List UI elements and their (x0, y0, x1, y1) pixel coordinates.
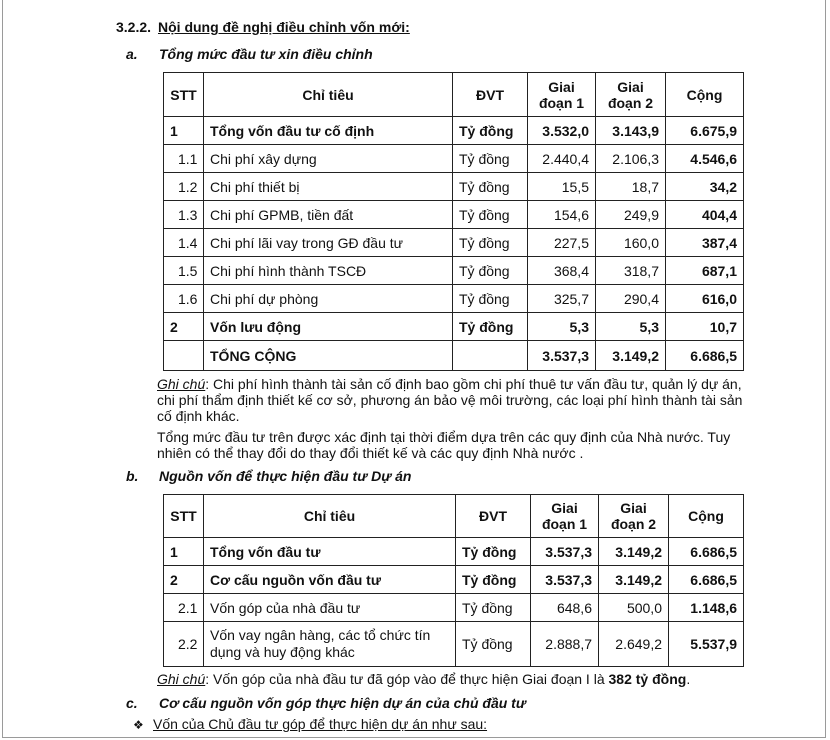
cell-phase2: 500,0 (599, 594, 669, 622)
cell-phase2: 318,7 (596, 257, 666, 285)
part-b-letter: b. (126, 468, 139, 484)
table-row (164, 229, 744, 257)
cell-unit: Tỷ đồng (456, 538, 531, 566)
note-1 (157, 376, 797, 424)
cell-total: 6.686,5 (669, 566, 744, 594)
cell-phase1: 2.888,7 (531, 622, 599, 667)
paragraph-1 (157, 429, 797, 461)
cell-stt: 1.3 (164, 201, 204, 229)
cell-stt: 1.2 (164, 173, 204, 201)
cell-phase2: 290,4 (596, 285, 666, 313)
cell-stt: 1.4 (164, 229, 204, 257)
col-header-phase1: Giai đoạn 1 (528, 73, 596, 117)
col-header-phase2: Giai đoạn 2 (599, 495, 669, 538)
cell-phase1: 3.532,0 (528, 117, 596, 145)
cell-item: Cơ cấu nguồn vốn đầu tư (204, 566, 456, 594)
note-1-line3: cố định khác. (157, 408, 240, 424)
cell-total: 4.546,6 (666, 145, 744, 173)
paragraph-1-line2: nhiên có thể thay đổi do thay đổi thiết kế và các quy định Nhà nước . (157, 445, 584, 461)
table-row (164, 173, 744, 201)
col-header-unit: ĐVT (453, 73, 528, 117)
table-row (164, 538, 744, 566)
cell-item: Chi phí thiết bị (204, 173, 453, 201)
cell-item: Chi phí xây dựng (204, 145, 453, 173)
section-number: 3.2.2. (116, 19, 152, 35)
part-c-heading (126, 695, 526, 711)
cell-phase2: 3.143,9 (596, 117, 666, 145)
funding-table (163, 494, 744, 667)
cell-phase2: 3.149,2 (596, 341, 666, 371)
cell-phase2: 5,3 (596, 313, 666, 341)
cell-phase1: 2.440,4 (528, 145, 596, 173)
cell-item: Vốn lưu động (204, 313, 453, 341)
cell-unit (453, 341, 528, 371)
col-header-unit: ĐVT (456, 495, 531, 538)
col-header-total: Cộng (666, 73, 744, 117)
cell-total: 687,1 (666, 257, 744, 285)
part-a-heading (126, 46, 373, 62)
cell-phase2: 249,9 (596, 201, 666, 229)
cell-phase1: 648,6 (531, 594, 599, 622)
cell-phase2: 160,0 (596, 229, 666, 257)
cell-item: Chi phí lãi vay trong GĐ đầu tư (204, 229, 453, 257)
diamond-bullet-icon: ❖ (133, 718, 144, 732)
cell-stt: 1.1 (164, 145, 204, 173)
note-2-text: : Vốn góp của nhà đầu tư đã góp vào để thực hiện Giai đoạn I là (205, 671, 609, 687)
cell-phase2: 2.106,3 (596, 145, 666, 173)
cell-unit: Tỷ đồng (453, 201, 528, 229)
note-1-label: Ghi chú (157, 376, 206, 392)
cell-total: 34,2 (666, 173, 744, 201)
cell-phase2: 2.649,2 (599, 622, 669, 667)
cell-item: Tổng vốn đầu tư (204, 538, 456, 566)
cell-phase1: 368,4 (528, 257, 596, 285)
cell-phase2: 3.149,2 (599, 538, 669, 566)
note-1-line2: chi phí thẩm định thiết kế cơ sở, phương án bảo vệ môi trường, các loại phí hình thành tài sản (157, 392, 743, 408)
part-c-letter: c. (126, 695, 138, 711)
cell-total: 616,0 (666, 285, 744, 313)
cell-item: Chi phí dự phòng (204, 285, 453, 313)
bullet-item (133, 716, 487, 733)
cell-item: TỔNG CỘNG (204, 341, 453, 371)
table-row (164, 145, 744, 173)
part-c-title: Cơ cấu nguồn vốn góp thực hiện dự án của chủ đầu tư (159, 695, 526, 711)
cell-phase1: 154,6 (528, 201, 596, 229)
col-header-stt: STT (164, 495, 204, 538)
cell-item: Tổng vốn đầu tư cố định (204, 117, 453, 145)
cell-total: 1.148,6 (669, 594, 744, 622)
cell-total: 404,4 (666, 201, 744, 229)
cell-phase1: 5,3 (528, 313, 596, 341)
cell-unit: Tỷ đồng (456, 594, 531, 622)
section-heading (116, 19, 410, 35)
col-header-item: Chỉ tiêu (204, 73, 453, 117)
cell-item: Vốn góp của nhà đầu tư (204, 594, 456, 622)
cell-unit: Tỷ đồng (453, 145, 528, 173)
note-2-amount: 382 tỷ đồng (608, 671, 687, 687)
cell-phase1: 227,5 (528, 229, 596, 257)
col-header-phase1: Giai đoạn 1 (531, 495, 599, 538)
table-row (164, 594, 744, 622)
paragraph-1-line1: Tổng mức đầu tư trên được xác định tại thời điểm dựa trên các quy định của Nhà nước. Tuy (157, 429, 731, 445)
table-row (164, 622, 744, 667)
table-row (164, 285, 744, 313)
cell-stt: 1 (164, 117, 204, 145)
cell-phase1: 3.537,3 (531, 566, 599, 594)
cell-total: 6.675,9 (666, 117, 744, 145)
cell-phase1: 3.537,3 (531, 538, 599, 566)
cell-phase1: 3.537,3 (528, 341, 596, 371)
col-header-phase2: Giai đoạn 2 (596, 73, 666, 117)
cell-phase2: 3.149,2 (599, 566, 669, 594)
col-header-total: Cộng (669, 495, 744, 538)
part-a-title: Tổng mức đầu tư xin điều chỉnh (159, 46, 373, 62)
part-b-heading (126, 468, 411, 484)
note-2-label: Ghi chú (157, 671, 206, 687)
cell-stt: 2.2 (164, 622, 204, 667)
cell-stt: 1.6 (164, 285, 204, 313)
cell-stt: 1.5 (164, 257, 204, 285)
col-header-item: Chỉ tiêu (204, 495, 456, 538)
table-header-row (164, 495, 744, 538)
cell-unit: Tỷ đồng (453, 229, 528, 257)
cell-item: Chi phí GPMB, tiền đất (204, 201, 453, 229)
part-a-letter: a. (126, 46, 138, 62)
part-b-title: Nguồn vốn để thực hiện đầu tư Dự án (159, 468, 412, 484)
cell-stt (164, 341, 204, 371)
cell-unit: Tỷ đồng (456, 566, 531, 594)
cell-stt: 2 (164, 313, 204, 341)
table-row (164, 117, 744, 145)
cell-unit: Tỷ đồng (453, 313, 528, 341)
table-row (164, 566, 744, 594)
table-row (164, 201, 744, 229)
cell-total: 10,7 (666, 313, 744, 341)
col-header-stt: STT (164, 73, 204, 117)
cell-total: 6.686,5 (669, 538, 744, 566)
cell-item: Vốn vay ngân hàng, các tổ chức tín dụng và huy động khác (204, 622, 456, 667)
cell-phase2: 18,7 (596, 173, 666, 201)
cell-phase1: 325,7 (528, 285, 596, 313)
investment-table (163, 72, 744, 371)
note-1-line1: : Chi phí hình thành tài sản cố định bao gồm chi phí thuê tư vấn đầu tư, quản lý dự án, (205, 376, 742, 392)
bullet-text: Vốn của Chủ đầu tư góp để thực hiện dự án như sau: (153, 716, 488, 732)
cell-unit: Tỷ đồng (456, 622, 531, 667)
cell-total: 5.537,9 (669, 622, 744, 667)
cell-stt: 2 (164, 566, 204, 594)
cell-unit: Tỷ đồng (453, 285, 528, 313)
cell-item: Chi phí hình thành TSCĐ (204, 257, 453, 285)
section-title: Nội dung đề nghị điều chỉnh vốn mới: (158, 19, 410, 35)
cell-stt: 2.1 (164, 594, 204, 622)
cell-total: 387,4 (666, 229, 744, 257)
cell-total: 6.686,5 (666, 341, 744, 371)
table-header-row (164, 73, 744, 117)
table-total-row (164, 341, 744, 371)
cell-unit: Tỷ đồng (453, 173, 528, 201)
table-row (164, 313, 744, 341)
cell-phase1: 15,5 (528, 173, 596, 201)
table-row (164, 257, 744, 285)
cell-stt: 1 (164, 538, 204, 566)
note-2: Ghi chú: Vốn góp của nhà đầu tư đã góp vào để thực hiện Giai đoạn I là 382 tỷ đồng. (157, 671, 691, 687)
cell-unit: Tỷ đồng (453, 257, 528, 285)
cell-unit: Tỷ đồng (453, 117, 528, 145)
